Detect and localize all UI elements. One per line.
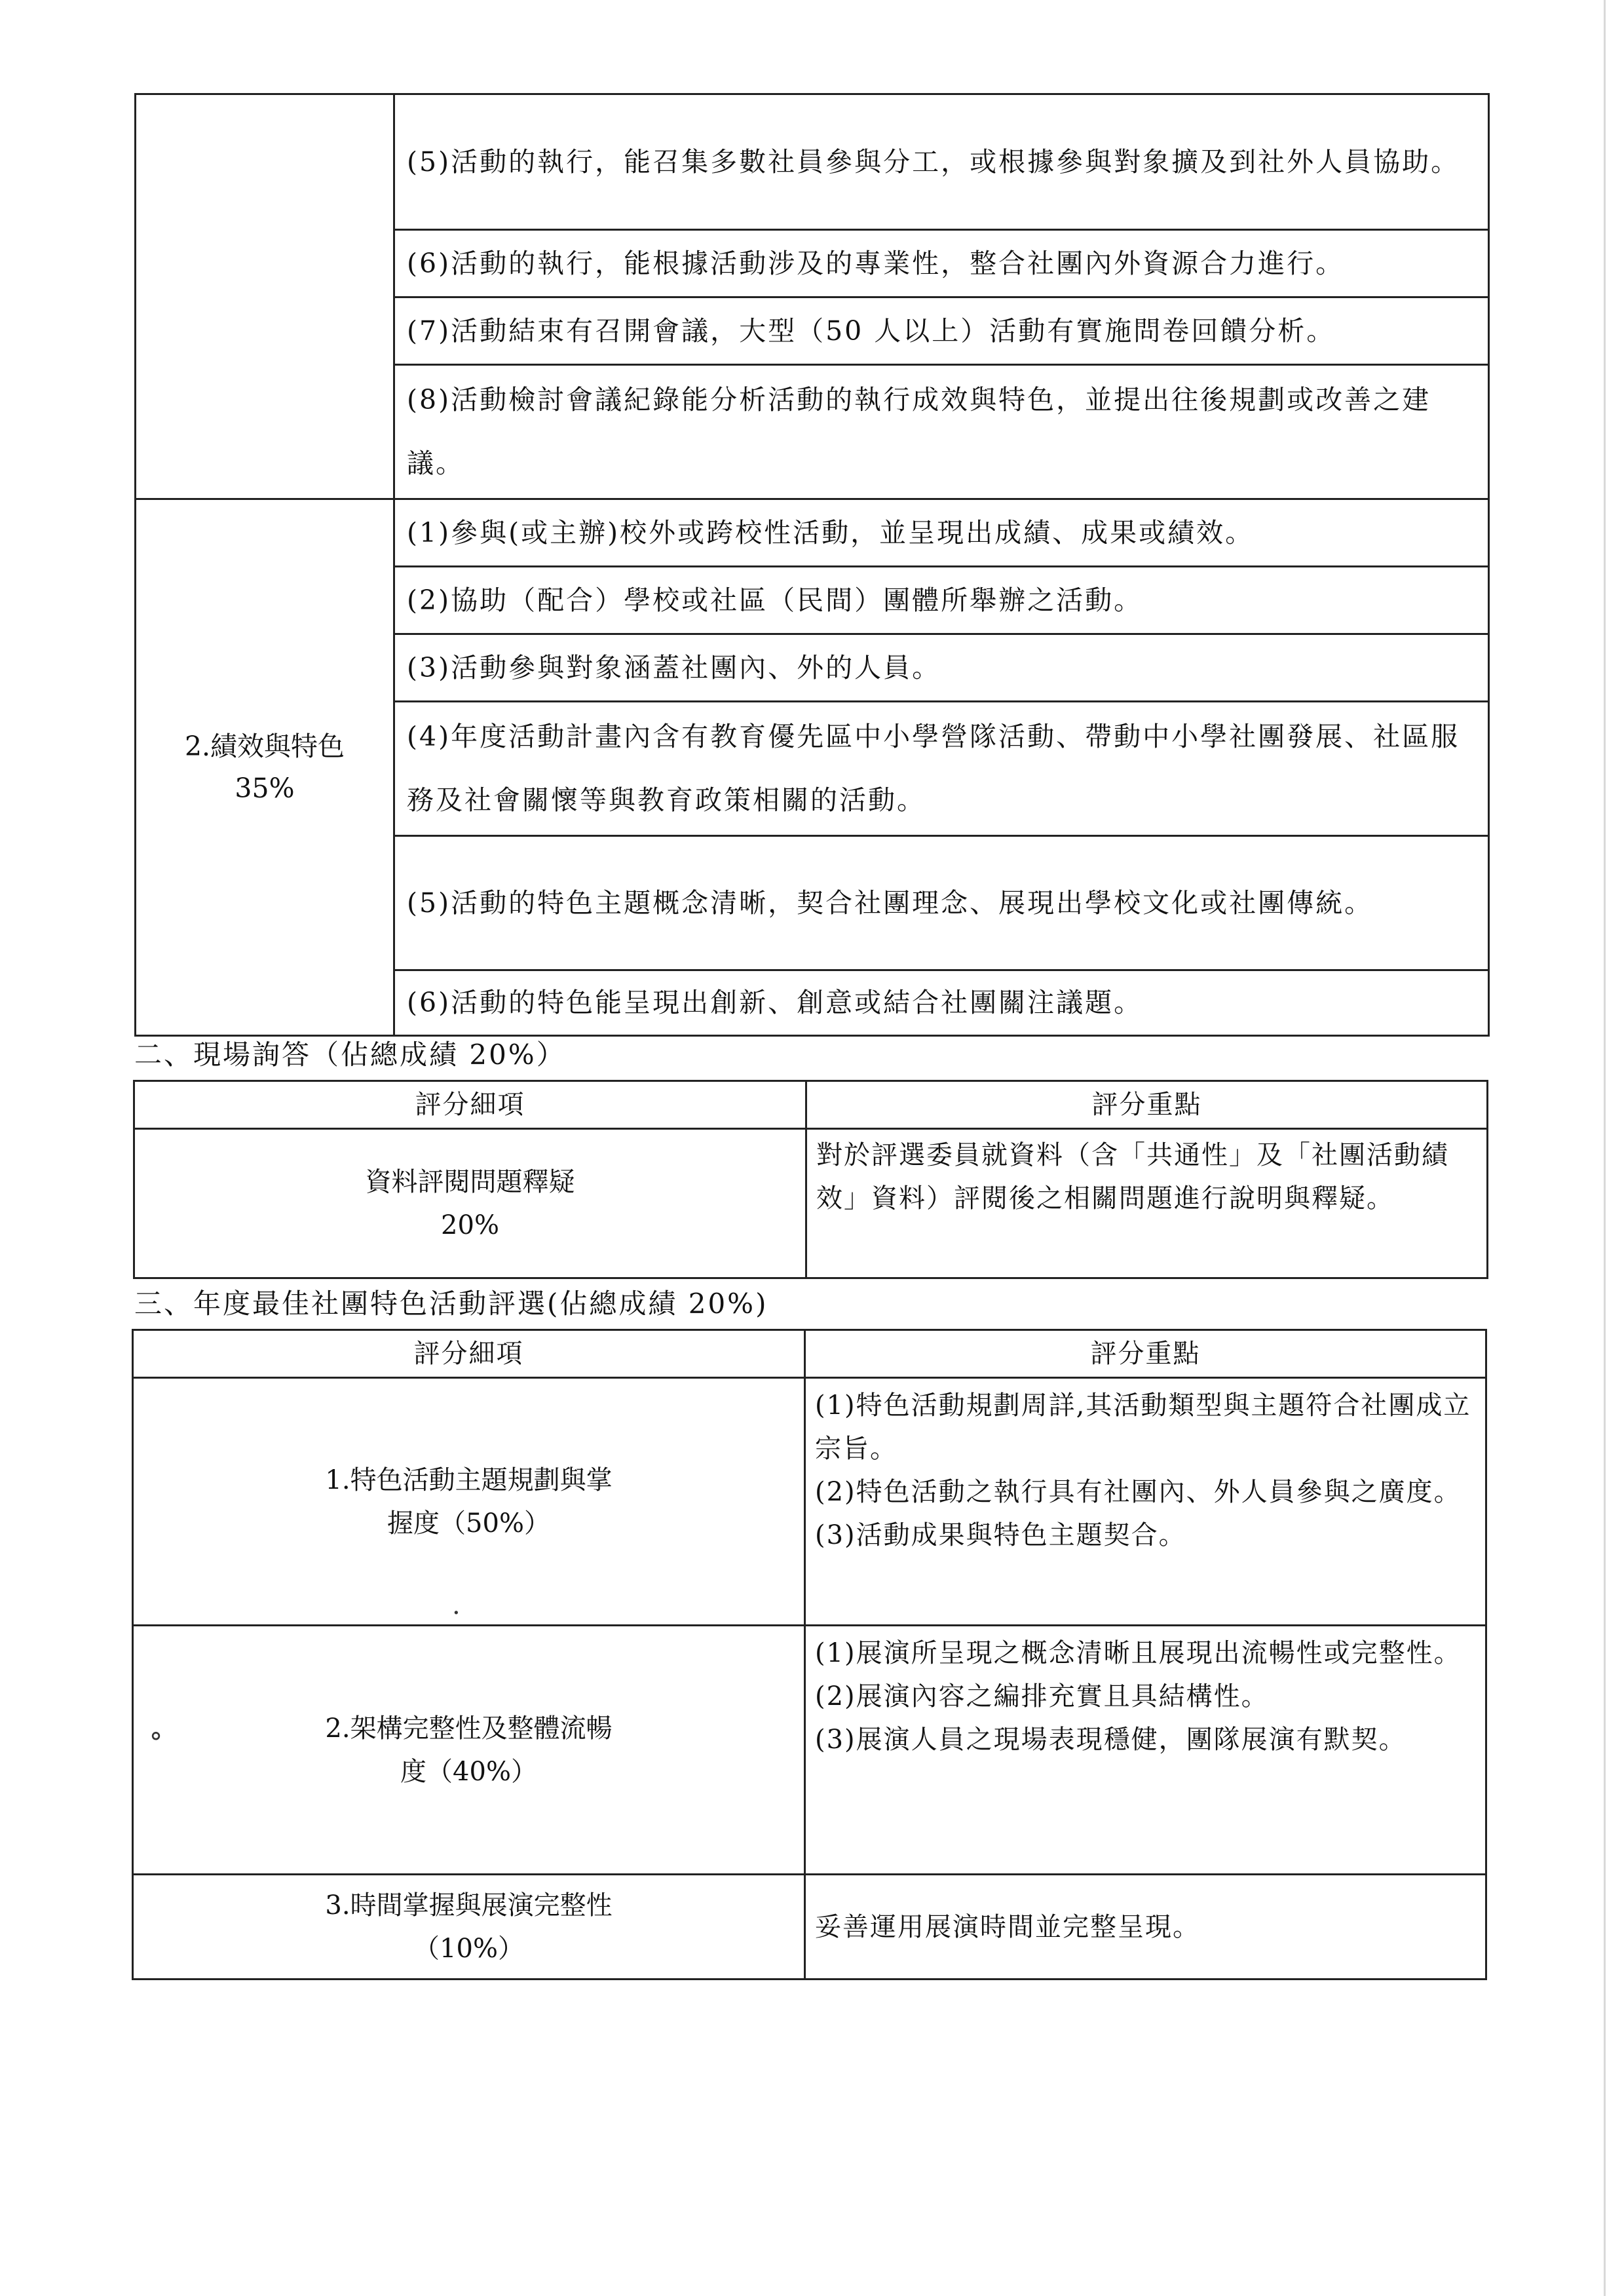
criteria-item: (6)活動的特色能呈現出創新、創意或結合社團關注議題。 [394, 970, 1489, 1036]
qa-table [133, 1080, 1488, 1279]
criteria-item: (2)協助（配合）學校或社區（民間）團體所舉辦之活動。 [394, 567, 1489, 634]
criteria-item: (5)活動的特色主題概念清晰，契合社團理念、展現出學校文化或社團傳統。 [394, 836, 1489, 970]
activity-point-cell [805, 1378, 1486, 1626]
criteria-item: (7)活動結束有召開會議，大型（50 人以上）活動有實施問卷回饋分析。 [394, 297, 1489, 365]
activity-point-cell [805, 1875, 1486, 1980]
category-cell [136, 499, 394, 1036]
activity-item-weight: 握度（50%） [387, 1508, 550, 1539]
activity-item-label: 1.特色活動主題規劃與掌 [325, 1464, 613, 1495]
qa-item-weight: 20% [441, 1210, 499, 1240]
activity-point: (2)特色活動之執行具有社團內、外人員參與之廣度。 [815, 1477, 1462, 1507]
activity-table [132, 1329, 1487, 1980]
activity-item-weight: 度（40%） [400, 1756, 537, 1787]
activity-point: (1)展演所呈現之概念清晰且展現出流暢性或完整性。 [815, 1638, 1462, 1668]
qa-item-label: 資料評閱問題釋疑 [365, 1166, 575, 1197]
col-header-point: 評分重點 [806, 1081, 1488, 1129]
criteria-item: (6)活動的執行，能根據活動涉及的專業性，整合社團內外資源合力進行。 [394, 230, 1489, 297]
criteria-item: (3)活動參與對象涵蓋社團內、外的人員。 [394, 634, 1489, 702]
criteria-table-1 [134, 93, 1490, 1037]
criteria-item: (5)活動的執行，能召集多數社員參與分工，或根據參與對象擴及到社外人員協助。 [394, 94, 1489, 230]
col-header-point: 評分重點 [805, 1330, 1486, 1378]
activity-item-label: 2.架構完整性及整體流暢 [325, 1713, 613, 1744]
criteria-item: (4)年度活動計畫內含有教育優先區中小學營隊活動、帶動中小學社團發展、社區服 務及社會關懷等與教育政策相關的活動。 [394, 702, 1489, 836]
criteria-item: (1)參與(或主辦)校外或跨校性活動，並呈現出成績、成果或績效。 [394, 499, 1489, 567]
scan-mark: ° [149, 1728, 162, 1758]
col-header-item: 評分細項 [134, 1081, 806, 1129]
category-weight: 35% [235, 773, 295, 804]
activity-point: (2)展演內容之編排充實且具結構性。 [815, 1681, 1269, 1712]
section2-heading: 二、現場詢答（佔總成績 20%） [134, 1039, 566, 1071]
empty-category-cell [136, 94, 394, 499]
activity-item-cell [133, 1626, 805, 1875]
qa-point-cell [806, 1129, 1488, 1278]
criteria-item: (8)活動檢討會議紀錄能分析活動的執行成效與特色，並提出往後規劃或改善之建議。 [394, 365, 1489, 499]
qa-point-text: 對於評選委員就資料（含「共通性」及「社團活動績效」資料）評閱後之相關問題進行說明與釋疑。 [816, 1140, 1449, 1214]
activity-point: 妥善運用展演時間並完整呈現。 [815, 1911, 1200, 1942]
page-edge [1604, 0, 1606, 2296]
activity-point: (1)特色活動規劃周詳,其活動類型與主題符合社團成立宗旨。 [815, 1390, 1471, 1464]
activity-point: (3)活動成果與特色主題契合。 [815, 1520, 1186, 1550]
activity-item-cell [133, 1378, 805, 1626]
scan-mark: . [452, 1590, 461, 1620]
col-header-item: 評分細項 [133, 1330, 805, 1378]
category-label: 2.績效與特色 [184, 731, 345, 762]
activity-point: (3)展演人員之現場表現穩健，團隊展演有默契。 [815, 1725, 1407, 1755]
qa-item-cell [134, 1129, 806, 1278]
section3-heading: 三、年度最佳社團特色活動評選(佔總成績 20%) [134, 1288, 768, 1320]
activity-item-label: 3.時間掌握與展演完整性 [325, 1890, 613, 1921]
activity-item-cell [133, 1875, 805, 1980]
activity-point-cell [805, 1626, 1486, 1875]
activity-item-weight: （10%） [413, 1933, 524, 1964]
